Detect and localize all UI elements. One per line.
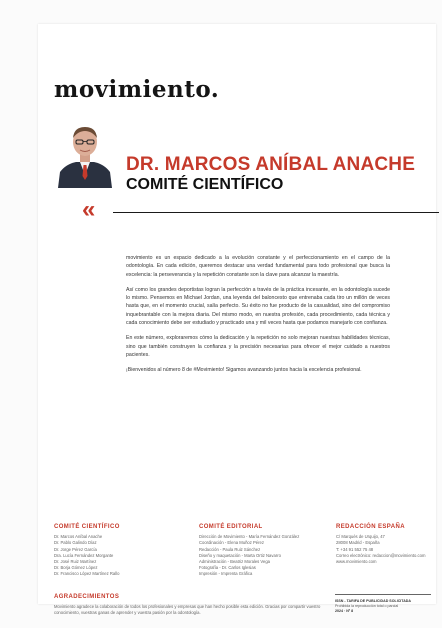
column-title: REDACCIÓN ESPAÑA <box>336 524 405 530</box>
column-title: COMITÉ EDITORIAL <box>199 524 263 530</box>
list-item: C/ Marqués de Urquijo, 47 <box>336 534 385 540</box>
author-photo <box>54 120 116 188</box>
magazine-page <box>38 24 436 615</box>
list-item: 28008 Madrid - España <box>336 540 380 546</box>
badge-line: Prohibida la reproducción total o parcial <box>335 604 399 608</box>
editorial-body <box>126 254 390 382</box>
legal-badge <box>335 594 431 614</box>
ack-title: AGRADECIMIENTOS <box>54 594 120 600</box>
acknowledgements <box>54 594 324 616</box>
list-item: Diseño y maquetación - Marta Ortiz Navarro <box>199 552 281 558</box>
masthead-footer <box>54 524 426 594</box>
author-name: DR. MARCOS ANÍBAL ANACHE <box>126 154 416 175</box>
newsroom-column <box>336 524 426 565</box>
list-item: Impresión - Imprenta Gráfica <box>199 571 253 577</box>
list-item: Fotografía - Dr. Carlos Iglesias <box>199 565 256 571</box>
badge-line: 2024 · Nº 8 <box>335 609 354 613</box>
body-paragraph: Así como los grandes deportistas logran la perfección a través de la práctica incesante, en la odontología sucede lo mismo. Pensemos en Michael Jordan, una leyenda del baloncesto que entrenaba cada tiro un millón de veces hasta que, en el momento crucial, salía perfecto. Su éxito no fue producto de la casualidad, sino del compromiso inquebrantable con la mejora diaria. Del mismo modo, en nuestra profesión, cada procedimiento, cada técnica y cada conocimiento debe ser estudiado y practicado una y mil veces hasta que podamos manejarlo con confianza. <box>126 286 390 327</box>
list-item: Dr. Pablo Galindo Díaz <box>54 540 97 546</box>
list-item: Dr. Francisco López Martínez Rallo <box>54 571 120 577</box>
list-item: Dr. José Ruiz Martínez <box>54 559 97 565</box>
badge-divider <box>335 594 431 595</box>
editorial-committee-column <box>199 524 309 578</box>
body-paragraph: ¡Bienvenidos al número 8 de #Movimiento! Sigamos avanzando juntos hacia la excelencia profesional. <box>126 367 362 374</box>
scientific-committee-column <box>54 524 164 578</box>
list-item: T: +34 91 552 75 48 <box>336 546 374 552</box>
list-item: Dr. Jorge Pérez García <box>54 546 97 552</box>
badge-line: ISSN - TARIFA DE PUBLICIDAD SOLICITADA <box>335 599 411 603</box>
list-item: Correo electrónico: redaccion@movimiento.com <box>336 552 426 558</box>
list-item: Dra. Lucía Fernández Morgante <box>54 552 114 558</box>
list-item: Dr. Borja Gómez López <box>54 565 98 571</box>
body-paragraph: movimiento es un espacio dedicado a la evolución constante y el perfeccionamiento en el campo de la odontología. En cada edición, queremos destacar una verdad fundamental para todo profesional que busca la excelencia: la perseverancia y la repetición constante son la clave para alcanzar la maestría. <box>126 255 390 278</box>
ack-text: Movimiento agradece la colaboración de todos los profesionales y empresas que han hecho posible esta edición. Gracias por compartir vuestro conocimiento, vuestras ganas de aprender y vuestra pasión por la odontología. <box>54 604 321 615</box>
list-item: Coordinación - Elena Muñoz Pérez <box>199 540 264 546</box>
list-item: Administración - Beatriz Morales Vega <box>199 559 270 565</box>
body-paragraph: En este número, exploraremos cómo la dedicación y la repetición no solo mejoran nuestras habilidades técnicas, sino que también construyen la confianza y la precisión necesarias para ofrecer el mejor cuidado a nuestros pacientes. <box>126 335 390 358</box>
list-item: www.movimiento.com <box>336 559 377 565</box>
quote-chevron-icon: « <box>82 196 96 223</box>
list-item: Redacción - Paula Ruiz Sánchez <box>199 546 261 552</box>
list-item: Dr. Marcos Aníbal Anache <box>54 534 103 540</box>
author-role: COMITÉ CIENTÍFICO <box>126 176 284 193</box>
masthead-title: movimiento. <box>54 76 220 103</box>
header-divider <box>113 212 439 213</box>
column-title: COMITÉ CIENTÍFICO <box>54 524 120 530</box>
list-item: Dirección de Movimiento - María Fernández González <box>199 534 300 540</box>
